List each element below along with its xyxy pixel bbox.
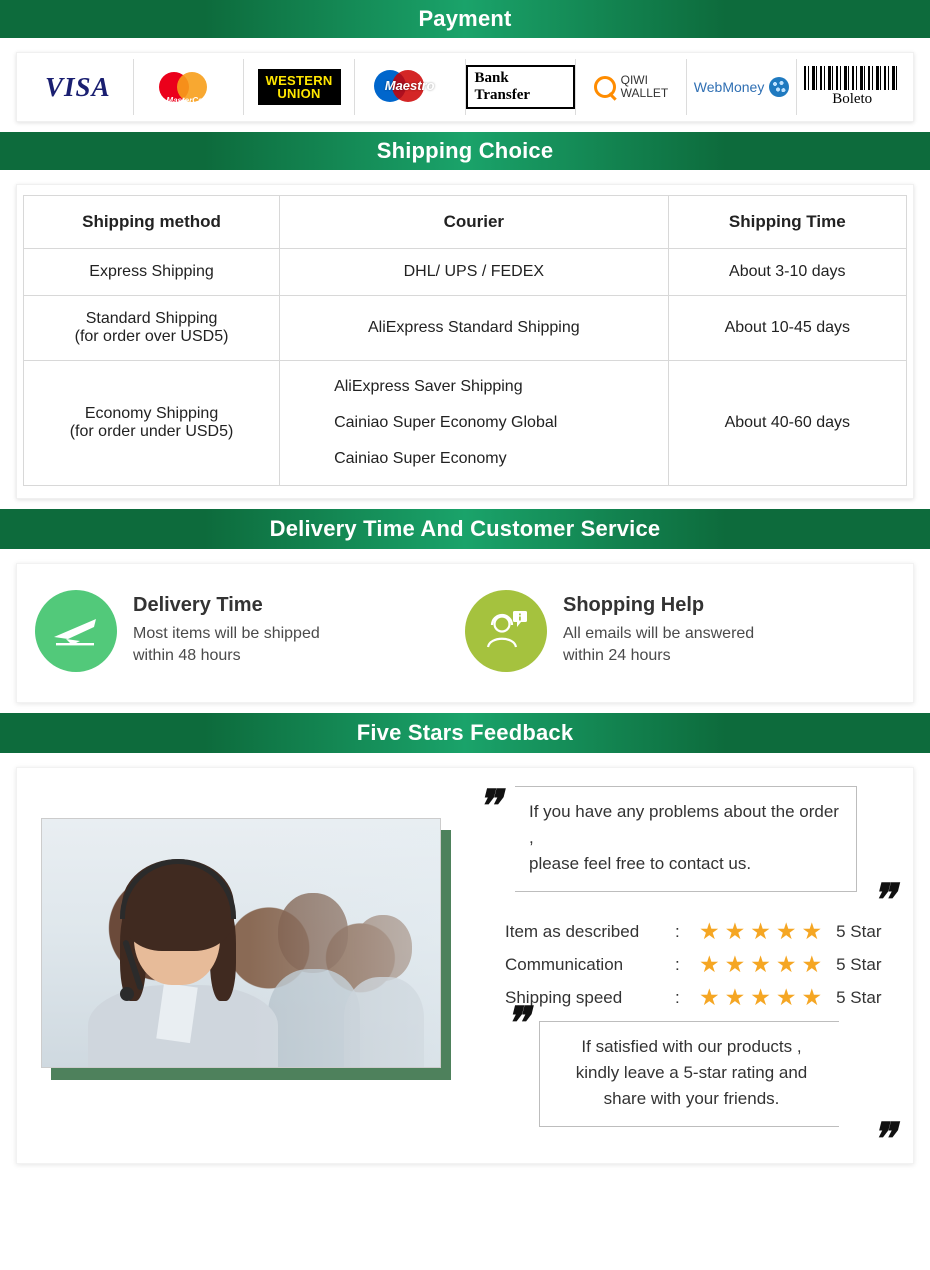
rating-row-shipping-speed: [505, 986, 895, 1009]
service-line1: All emails will be answered: [563, 625, 755, 642]
star-icon: ★: [775, 951, 797, 977]
ratings-list: [505, 920, 895, 1009]
western-union-line1: WESTERN: [265, 73, 333, 88]
col-shipping-method: Shipping method: [24, 196, 280, 249]
cell-method-express: [24, 249, 280, 296]
shipping-title: Shipping Choice: [376, 138, 554, 163]
feedback-card: [16, 767, 914, 1164]
quote-bottom-line3: share with your friends.: [603, 1089, 780, 1108]
payment-method-webmoney: [687, 59, 798, 115]
star-icon: ★: [750, 984, 771, 1010]
star-icon: ★: [699, 984, 720, 1010]
rating-stars: [699, 986, 822, 1009]
shipping-table-head: [24, 196, 907, 249]
rating-row-communication: [505, 953, 895, 976]
cell-courier-express: DHL/ UPS / FEDEX: [280, 249, 669, 296]
courier-line: Cainiao Super Economy: [334, 450, 507, 467]
star-icon: ★: [775, 918, 797, 944]
table-row: [24, 249, 907, 296]
quote-top-box: [515, 786, 857, 892]
service-delivery-text: [133, 590, 320, 667]
feedback-right-column: [467, 782, 895, 1164]
service-title: Shopping Help: [563, 594, 705, 616]
payment-method-mastercard: [134, 59, 245, 115]
section-header-feedback: [0, 713, 930, 753]
cell-method-standard: [24, 296, 280, 361]
cell-time-economy: About 40-60 days: [668, 361, 906, 486]
support-photo-wrapper: [31, 790, 449, 1137]
spacer-1: [0, 122, 930, 132]
western-union-line2: UNION: [277, 86, 321, 101]
qiwi-logo: [594, 74, 669, 100]
western-union-logo: [258, 69, 341, 105]
feedback-title: Five Stars Feedback: [356, 720, 574, 745]
col-shipping-time: Shipping Time: [668, 196, 906, 249]
cell-method-economy: [24, 361, 280, 486]
boleto-label: Boleto: [832, 91, 873, 107]
quote-close-icon: ❞: [871, 1115, 895, 1164]
method-name: Standard Shipping: [85, 310, 218, 327]
service-delivery-time: [35, 590, 465, 672]
qiwi-text: [621, 74, 669, 100]
rating-label: Communication: [505, 954, 624, 974]
rating-value: 5 Star: [836, 954, 882, 974]
rating-colon: :: [675, 921, 680, 941]
rating-colon: :: [675, 987, 680, 1007]
quote-close-icon: ❞: [871, 876, 895, 925]
star-icon: ★: [775, 984, 797, 1010]
quote-open-icon: ❞: [477, 782, 501, 831]
delivery-title: Delivery Time And Customer Service: [269, 516, 661, 541]
rating-label: Shipping speed: [505, 987, 623, 1007]
courier-line: AliExpress Saver Shipping: [334, 378, 523, 395]
service-shopping-help: [465, 590, 895, 672]
method-sub: (for order over USD5): [74, 328, 229, 345]
cell-courier-economy: [280, 361, 669, 486]
method-name: Express Shipping: [89, 263, 214, 280]
quote-bottom-line1: If satisfied with our products ,: [581, 1037, 802, 1056]
mastercard-label: MasterCard: [166, 96, 211, 105]
mastercard-logo: [157, 70, 219, 104]
rating-value: 5 Star: [836, 921, 882, 941]
rating-stars: [699, 920, 822, 943]
services-card: [16, 563, 914, 703]
star-icon: ★: [724, 918, 746, 944]
cell-time-express: About 3-10 days: [668, 249, 906, 296]
star-icon: ★: [750, 951, 771, 977]
table-header-row: [24, 196, 907, 249]
shipping-table-body: [24, 249, 907, 486]
webmoney-logo: [694, 77, 790, 97]
service-line1: Most items will be shipped: [133, 625, 320, 642]
quote-open-icon: ❞: [505, 999, 529, 1048]
payment-method-maestro: [355, 59, 466, 115]
rating-stars: [699, 953, 822, 976]
support-agent-icon: [465, 590, 547, 672]
rating-value: 5 Star: [836, 987, 882, 1007]
star-icon: ★: [724, 984, 746, 1010]
cell-time-standard: About 10-45 days: [668, 296, 906, 361]
table-row: [24, 296, 907, 361]
qiwi-line1: QIWI: [620, 73, 648, 87]
airplane-icon: [35, 590, 117, 672]
payment-methods-row: [16, 52, 914, 122]
section-header-shipping: [0, 132, 930, 170]
quote-top-line1: If you have any problems about the order ,: [529, 802, 839, 847]
method-name: Economy Shipping: [84, 405, 219, 422]
bank-transfer-logo: Bank Transfer: [466, 65, 576, 109]
star-icon: ★: [724, 951, 746, 977]
section-header-payment: [0, 0, 930, 38]
spacer-2: [0, 499, 930, 509]
maestro-logo: [362, 70, 458, 104]
table-row: [24, 361, 907, 486]
star-icon: ★: [699, 951, 720, 977]
qiwi-circle-icon: [594, 76, 616, 98]
method-sub: (for order under USD5): [69, 423, 234, 440]
cell-courier-standard: AliExpress Standard Shipping: [280, 296, 669, 361]
rating-colon: :: [675, 954, 680, 974]
rating-row-item-as-described: [505, 920, 895, 943]
service-line2: within 24 hours: [563, 647, 671, 664]
payment-title: Payment: [418, 6, 512, 31]
quote-top-line2: please feel free to contact us.: [529, 854, 752, 873]
spacer-3: [0, 703, 930, 713]
star-icon: ★: [699, 918, 720, 944]
rating-label: Item as described: [505, 921, 640, 941]
star-icon: ★: [801, 984, 823, 1010]
barcode-icon: [804, 66, 900, 90]
payment-method-boleto: [797, 59, 907, 115]
photo-blur-overlay: [42, 819, 440, 1067]
quote-bottom: [505, 999, 895, 1164]
payment-method-visa: [23, 59, 134, 115]
visa-logo: VISA: [45, 71, 111, 102]
boleto-logo: [804, 66, 900, 108]
webmoney-label: WebMoney: [693, 79, 765, 95]
shipping-table: [23, 195, 907, 486]
customer-service-photo: [41, 818, 441, 1068]
service-help-text: [563, 590, 754, 667]
star-icon: ★: [750, 918, 771, 944]
col-courier: Courier: [280, 196, 669, 249]
star-icon: ★: [801, 951, 823, 977]
quote-top: [477, 782, 895, 925]
payment-method-western-union: [244, 59, 355, 115]
courier-line: Cainiao Super Economy Global: [334, 414, 558, 431]
globe-icon: [769, 77, 789, 97]
payment-method-qiwi: [576, 59, 687, 115]
service-title: Delivery Time: [133, 594, 263, 616]
payment-method-bank-transfer: [466, 59, 577, 115]
maestro-label: Maestro: [384, 78, 435, 93]
section-header-delivery: [0, 509, 930, 549]
shipping-table-card: [16, 184, 914, 499]
qiwi-line2: WALLET: [620, 86, 669, 100]
quote-bottom-box: [539, 1021, 839, 1127]
service-line2: within 48 hours: [133, 647, 241, 664]
star-icon: ★: [801, 918, 823, 944]
quote-bottom-line2: kindly leave a 5-star rating and: [575, 1063, 808, 1082]
